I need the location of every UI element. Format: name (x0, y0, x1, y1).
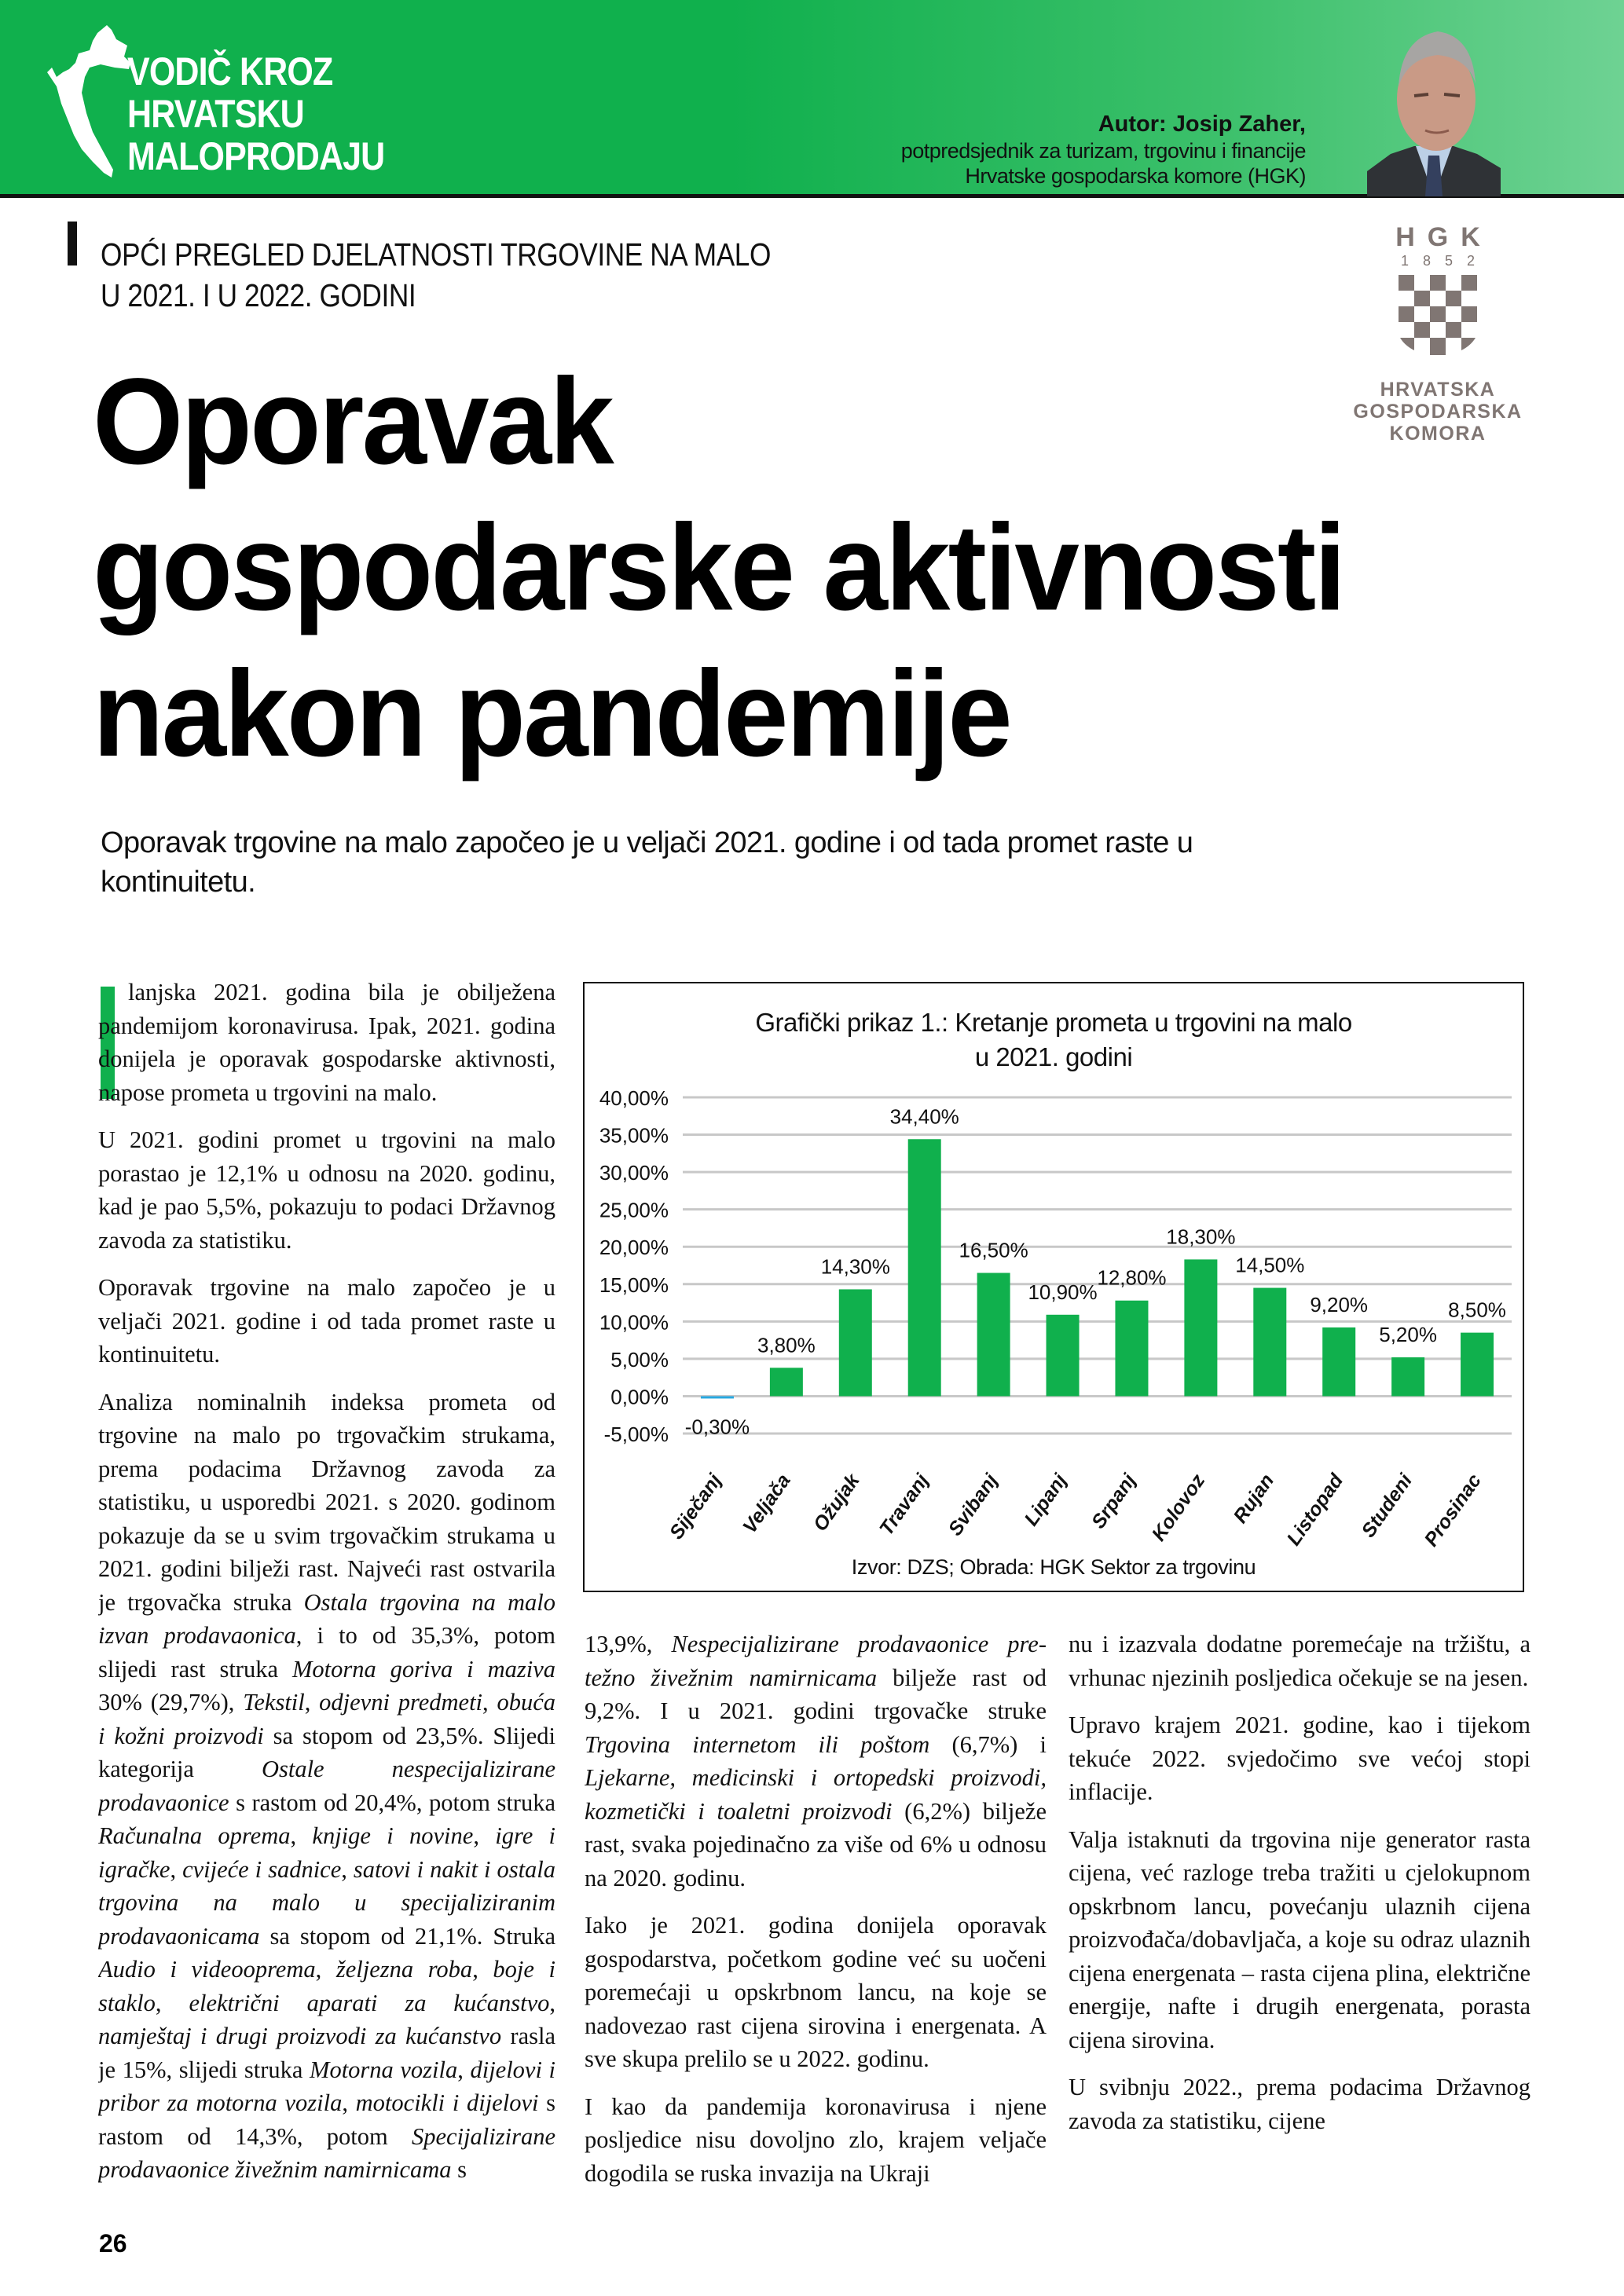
bar-chart (585, 983, 1526, 1594)
y-tick-label: -5,00% (603, 1423, 669, 1446)
x-category-label: Lipanj (1020, 1470, 1072, 1530)
paragraph: Iako je 2021. godina donijela oporavak gospodarstva, početkom godine već su uočeni poremećaji u opskrbnom lancu, na koje se nadovezao rast cijena sirovina i energenata. A sve skupa prelilo se u 2022. godinu. (585, 1912, 1047, 2072)
x-category-label: Siječanj (665, 1470, 726, 1543)
body-column-middle (585, 1628, 1047, 2217)
y-tick-label: 30,00% (599, 1161, 669, 1185)
data-label: 18,30% (1166, 1225, 1236, 1249)
data-label: -0,30% (684, 1415, 750, 1439)
data-label: 5,20% (1379, 1322, 1437, 1346)
series-title-line: HRVATSKU (127, 92, 304, 136)
x-category-label: Kolovoz (1147, 1470, 1210, 1546)
data-label: 14,50% (1235, 1253, 1305, 1277)
series-title-line: MALOPRODAJU (127, 134, 385, 178)
chart-source: Izvor: DZS; Obrada: HGK Sektor za trgovinu (851, 1555, 1256, 1579)
hgk-name-line: KOMORA (1389, 423, 1487, 445)
chart-figure (583, 982, 1524, 1592)
bar (1184, 1259, 1217, 1396)
x-category-label: Svibanj (944, 1470, 1003, 1540)
x-category-label: Studeni (1357, 1470, 1417, 1542)
x-category-label: Srpanj (1087, 1470, 1141, 1533)
bar (1391, 1357, 1424, 1396)
data-label: 12,80% (1097, 1265, 1167, 1290)
bar (770, 1368, 803, 1396)
paragraph: lanjska 2021. godina bila je obilježena pandemijom koronavirusa. Ipak, 2021. godina donijela je oporavak gospodarske aktivnosti, napose prometa u trgovini na malo. (98, 979, 555, 1106)
paragraph: U svibnju 2022., prema podacima Državnog zavoda za statistiku, cijene (1069, 2074, 1531, 2134)
author-block (901, 110, 1306, 189)
author-name: Autor: Josip Zaher, (1098, 112, 1306, 137)
hgk-year: 1852 (1400, 253, 1490, 269)
croatia-map-icon (46, 22, 132, 187)
headline (93, 349, 1344, 787)
author-portrait (1367, 14, 1501, 196)
data-label: 16,50% (959, 1238, 1028, 1262)
bar (908, 1139, 941, 1396)
x-category-label: Prosinac (1420, 1470, 1486, 1551)
y-tick-label: 0,00% (610, 1385, 669, 1409)
y-tick-label: 10,00% (599, 1310, 669, 1335)
data-label: 9,20% (1310, 1292, 1369, 1316)
bar (977, 1273, 1010, 1397)
bar (839, 1289, 872, 1396)
body-column-right (1069, 1628, 1531, 2217)
data-label: 10,90% (1028, 1280, 1098, 1304)
paragraph: Analiza nominalnih indeksa prometa od trgovine na malo po trgovačkim strukama, prema podacima Državnog zavoda za statistiku, u usporedbi 2021. s 2020. godinom pokazuje da se u svim trgovačkim strukama u 2021. godini bilježi rast. Najveći rast ostvarila je trgovačka struka Ostala trgovina na malo izvan prodavaonica, i to od 35,3%, potom slijedi rast struka Motorna goriva i maziva 30% (29,7%), Tekstil, odjevni predmeti, obuća i kožni proizvodi sa stopom od 23,5%. Slijedi kategorija Ostale nespecijalizirane prodavaonice s rastom od 20,4%, potom struka Računalna oprema, knjige i novine, igre i igračke, cvijeće i sadnice, satovi i nakit i ostala trgovina na malo u specijaliziranim prodavaonicama sa stopom od 21,1%. Struka Audio i videooprema, željezna roba, boje i staklo, električni aparati za kućanstvo, namještaj i drugi proizvodi za kućanstvo rasla je 15%, slijedi struka Motorna vozila, dijelovi i pribor za motorna vozila, motocikli i dijelovi s rastom od 14,3%, potom Specijalizirane prodavaonice živežnim namirnicama s (98, 1388, 555, 2183)
x-category-label: Listopad (1282, 1470, 1348, 1550)
series-title-line: VODIČ KROZ (127, 49, 333, 93)
paragraph: 13,9%, Nespecijalizirane prodavaonice pretežno živežnim namirnicama bilježe rast od 9,2%. I u 2021. godini trgovačke struke Trgovina internetom ili poštom (6,7%) i Ljekarne, medicinski i ortopedski proizvodi, kozmetički i toaletni proizvodi (6,2%) bilježe rast, svaka pojedinačno za više od 6% u odnosu na 2020. godinu. (585, 1631, 1047, 1891)
x-category-label: Rujan (1229, 1470, 1279, 1528)
bar (701, 1396, 734, 1398)
paragraph: nu i izazvala dodatne poremećaje na tržištu, a vrhunac njezinih posljedica očekuje se na jesen. (1069, 1631, 1531, 1691)
section-kicker (101, 234, 771, 316)
bar (1047, 1315, 1080, 1397)
chart-title-line: u 2021. godini (974, 1042, 1133, 1071)
paragraph: Oporavak trgovine na malo započeo je u veljači 2021. godine i od tada promet raste u kontinuitetu. (98, 1274, 555, 1368)
paragraph: Upravo krajem 2021. godine, kao i tijekom tekuće 2022. svjedočimo sve većoj stopi inflacije. (1069, 1712, 1531, 1805)
y-tick-label: 20,00% (599, 1236, 669, 1260)
author-role: potpredsjednik za turizam, trgovinu i financije (900, 139, 1306, 163)
y-tick-label: 35,00% (599, 1123, 669, 1148)
y-tick-label: 5,00% (610, 1347, 669, 1371)
kicker-line: U 2021. I U 2022. GODINI (101, 277, 416, 313)
hgk-letters: HGK (1395, 222, 1493, 252)
hgk-name-line: GOSPODARSKA (1353, 401, 1523, 423)
headline-line: Oporavak (93, 353, 612, 490)
x-category-label: Veljača (738, 1470, 795, 1538)
paragraph: I kao da pandemija koronavirusa i njene posljedice nisu dovoljno zlo, krajem veljače dogodila se ruska invazija na Ukraji (585, 2093, 1047, 2187)
y-tick-label: 40,00% (599, 1086, 669, 1110)
bar (1461, 1333, 1494, 1397)
x-category-label: Ožujak (808, 1470, 864, 1536)
header-band (0, 0, 1624, 198)
bar (1322, 1327, 1355, 1397)
series-title (127, 50, 384, 178)
data-label: 34,40% (889, 1104, 959, 1129)
paragraph: Valja istaknuti da trgovina nije generator rasta cijena, već razloge treba tražiti u cjelokupnom opskrbnom lancu, povećanju ulaznih cijena proizvođača/dobavljača, a koje su odraz ulaznih cijena energenata – rasta cijena plina, električne energije, nafte i drugih energenata, porasta cijena sirovina. (1069, 1825, 1531, 2053)
page-number: 26 (99, 2229, 127, 2258)
body-column-left (98, 976, 555, 2217)
kicker-line: OPĆI PREGLED DJELATNOSTI TRGOVINE NA MALO (101, 236, 771, 273)
paragraph: U 2021. godini promet u trgovini na malo porastao je 12,1% u odnosu na 2020. godinu, kad je pao 5,5%, pokazuju to podaci Državnog zavoda za statistiku. (98, 1126, 555, 1254)
data-label: 14,30% (820, 1254, 890, 1279)
data-label: 3,80% (757, 1333, 816, 1357)
headline-line: nakon pandemije (93, 646, 1010, 782)
bar (1253, 1288, 1286, 1397)
hgk-name (1328, 379, 1548, 445)
y-tick-label: 25,00% (599, 1198, 669, 1222)
y-tick-label: 15,00% (599, 1273, 669, 1297)
checkerboard-shield-icon (1399, 275, 1477, 355)
headline-line: gospodarske aktivnosti (93, 500, 1344, 636)
hgk-name-line: HRVATSKA (1380, 379, 1496, 401)
bar (1115, 1301, 1148, 1397)
hgk-logo (1328, 223, 1548, 445)
kicker-bar (68, 222, 77, 265)
author-role: Hrvatske gospodarska komore (HGK) (965, 164, 1306, 188)
lead-paragraph: Oporavak trgovine na malo započeo je u veljači 2021. godine i od tada promet raste u kontinuitetu. (101, 826, 1193, 899)
x-category-label: Travanj (874, 1470, 933, 1540)
data-label: 8,50% (1448, 1298, 1506, 1322)
chart-title-line: Grafički prikaz 1.: Kretanje prometa u trgovini na malo (755, 1008, 1352, 1037)
